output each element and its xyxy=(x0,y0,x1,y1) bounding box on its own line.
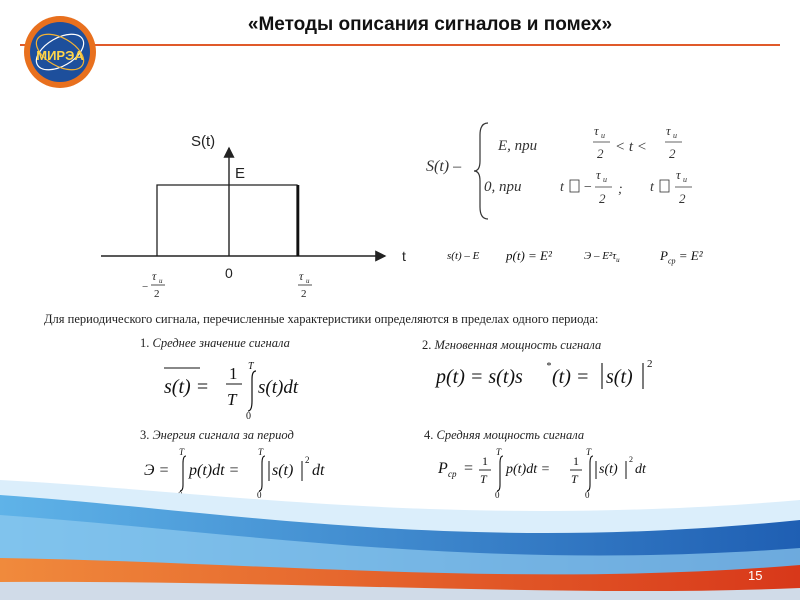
formula-mean xyxy=(160,355,360,421)
piecewise-formula xyxy=(420,115,720,225)
slide-title: «Методы описания сигналов и помех» xyxy=(247,14,613,35)
case1-cond: < t < xyxy=(615,139,647,155)
svg-text:2: 2 xyxy=(597,146,604,161)
case1-value: E, при xyxy=(498,138,538,154)
svg-text:T: T xyxy=(258,447,264,457)
svg-text:−: − xyxy=(583,180,593,195)
svg-text:P: P xyxy=(438,460,448,477)
param-s: s(t) – E xyxy=(447,250,480,262)
svg-text:T: T xyxy=(586,447,592,457)
piecewise-lhs: S(t) – xyxy=(426,158,462,175)
svg-text:и: и xyxy=(603,175,607,184)
svg-text:τ: τ xyxy=(676,167,681,182)
param-p: p(t) = E² xyxy=(506,248,552,263)
svg-text:ср: ср xyxy=(448,469,457,479)
svg-text:2: 2 xyxy=(679,191,686,206)
case1-tau-right: τ xyxy=(666,123,671,138)
svg-text:=: = xyxy=(464,460,474,477)
svg-text:0: 0 xyxy=(495,490,500,499)
slide-header xyxy=(0,0,800,62)
page-number: 15 xyxy=(748,568,763,583)
svg-text:p(t)dt =: p(t)dt = xyxy=(189,462,240,479)
svg-text:t: t xyxy=(560,180,564,195)
left-tick-sub: и xyxy=(159,277,163,285)
svg-text:p(t)dt =: p(t)dt = xyxy=(506,462,551,477)
item-1-caption: 1. Среднее значение сигнала xyxy=(140,336,290,350)
svg-text:dt: dt xyxy=(635,462,646,477)
left-tick-tau: τ xyxy=(152,269,157,283)
svg-text:1: 1 xyxy=(229,364,238,383)
svg-text:2: 2 xyxy=(599,191,606,206)
item-2-caption: 2. Мгновенная мощность сигнала xyxy=(422,338,602,352)
svg-text:2: 2 xyxy=(669,146,676,161)
svg-text:2: 2 xyxy=(305,455,310,465)
svg-text:(t) =: (t) = xyxy=(552,366,590,388)
svg-text:и: и xyxy=(673,131,677,140)
svg-text:T: T xyxy=(571,472,578,486)
svg-text:s(t): s(t) xyxy=(272,462,294,479)
svg-text:T: T xyxy=(248,361,254,372)
right-tick-sub: и xyxy=(306,277,310,285)
svg-text:T: T xyxy=(179,447,185,457)
origin-label: 0 xyxy=(225,265,233,281)
param-energy: Э – $E^2\tau_и$ xyxy=(584,250,620,265)
mirea-logo xyxy=(22,14,98,90)
svg-text:и: и xyxy=(683,175,687,184)
x-axis-label: t xyxy=(402,248,406,264)
svg-text:и: и xyxy=(601,131,605,140)
y-axis-label: S(t) xyxy=(191,133,216,150)
svg-text:τ: τ xyxy=(596,167,601,182)
svg-text:2: 2 xyxy=(647,358,653,370)
case1-tau-left: τ xyxy=(594,123,599,138)
svg-text:1: 1 xyxy=(482,454,488,468)
svg-text:1: 1 xyxy=(573,454,579,468)
case2-value: 0, при xyxy=(484,179,522,195)
right-tick-den: 2 xyxy=(301,288,307,300)
svg-text:2: 2 xyxy=(629,455,633,464)
svg-text:s(t) =: s(t) = xyxy=(164,376,210,398)
svg-text:T: T xyxy=(227,390,237,409)
formula-inst-power xyxy=(434,355,674,395)
svg-text:dt: dt xyxy=(312,462,325,479)
pulse-graph xyxy=(95,120,425,310)
svg-text:Э =: Э = xyxy=(144,462,170,479)
svg-text:0: 0 xyxy=(246,411,251,421)
svg-text:T: T xyxy=(496,447,502,457)
svg-text:s(t)dt: s(t)dt xyxy=(258,377,299,398)
svg-text:s(t): s(t) xyxy=(599,462,618,477)
svg-text:0: 0 xyxy=(585,490,590,499)
left-tick-den: 2 xyxy=(154,288,160,300)
pulse-outline xyxy=(157,185,297,256)
footer-waves xyxy=(0,470,800,600)
periodic-note: Для периодического сигнала, перечисленные характеристики определяются в пределах одного периода: xyxy=(44,312,599,326)
param-pavg: $P_{ср} = E^2$ xyxy=(660,248,703,266)
svg-text:T: T xyxy=(480,472,487,486)
left-tick-sign: − xyxy=(142,281,149,293)
svg-text:s(t): s(t) xyxy=(606,366,633,388)
svg-text:;: ; xyxy=(618,182,623,197)
svg-text:*: * xyxy=(546,361,551,372)
amplitude-label: E xyxy=(235,165,246,182)
svg-text:p(t) = s(t)s: p(t) = s(t)s xyxy=(436,366,523,388)
item-3-caption: 3. Энергия сигнала за период xyxy=(140,428,294,442)
logo-text: МИРЭА xyxy=(36,48,84,63)
svg-text:t: t xyxy=(650,180,654,195)
item-4-caption: 4. Средняя мощность сигнала xyxy=(424,428,585,442)
right-tick-tau: τ xyxy=(299,269,304,283)
svg-text:0: 0 xyxy=(257,490,262,499)
title-divider xyxy=(20,44,780,46)
